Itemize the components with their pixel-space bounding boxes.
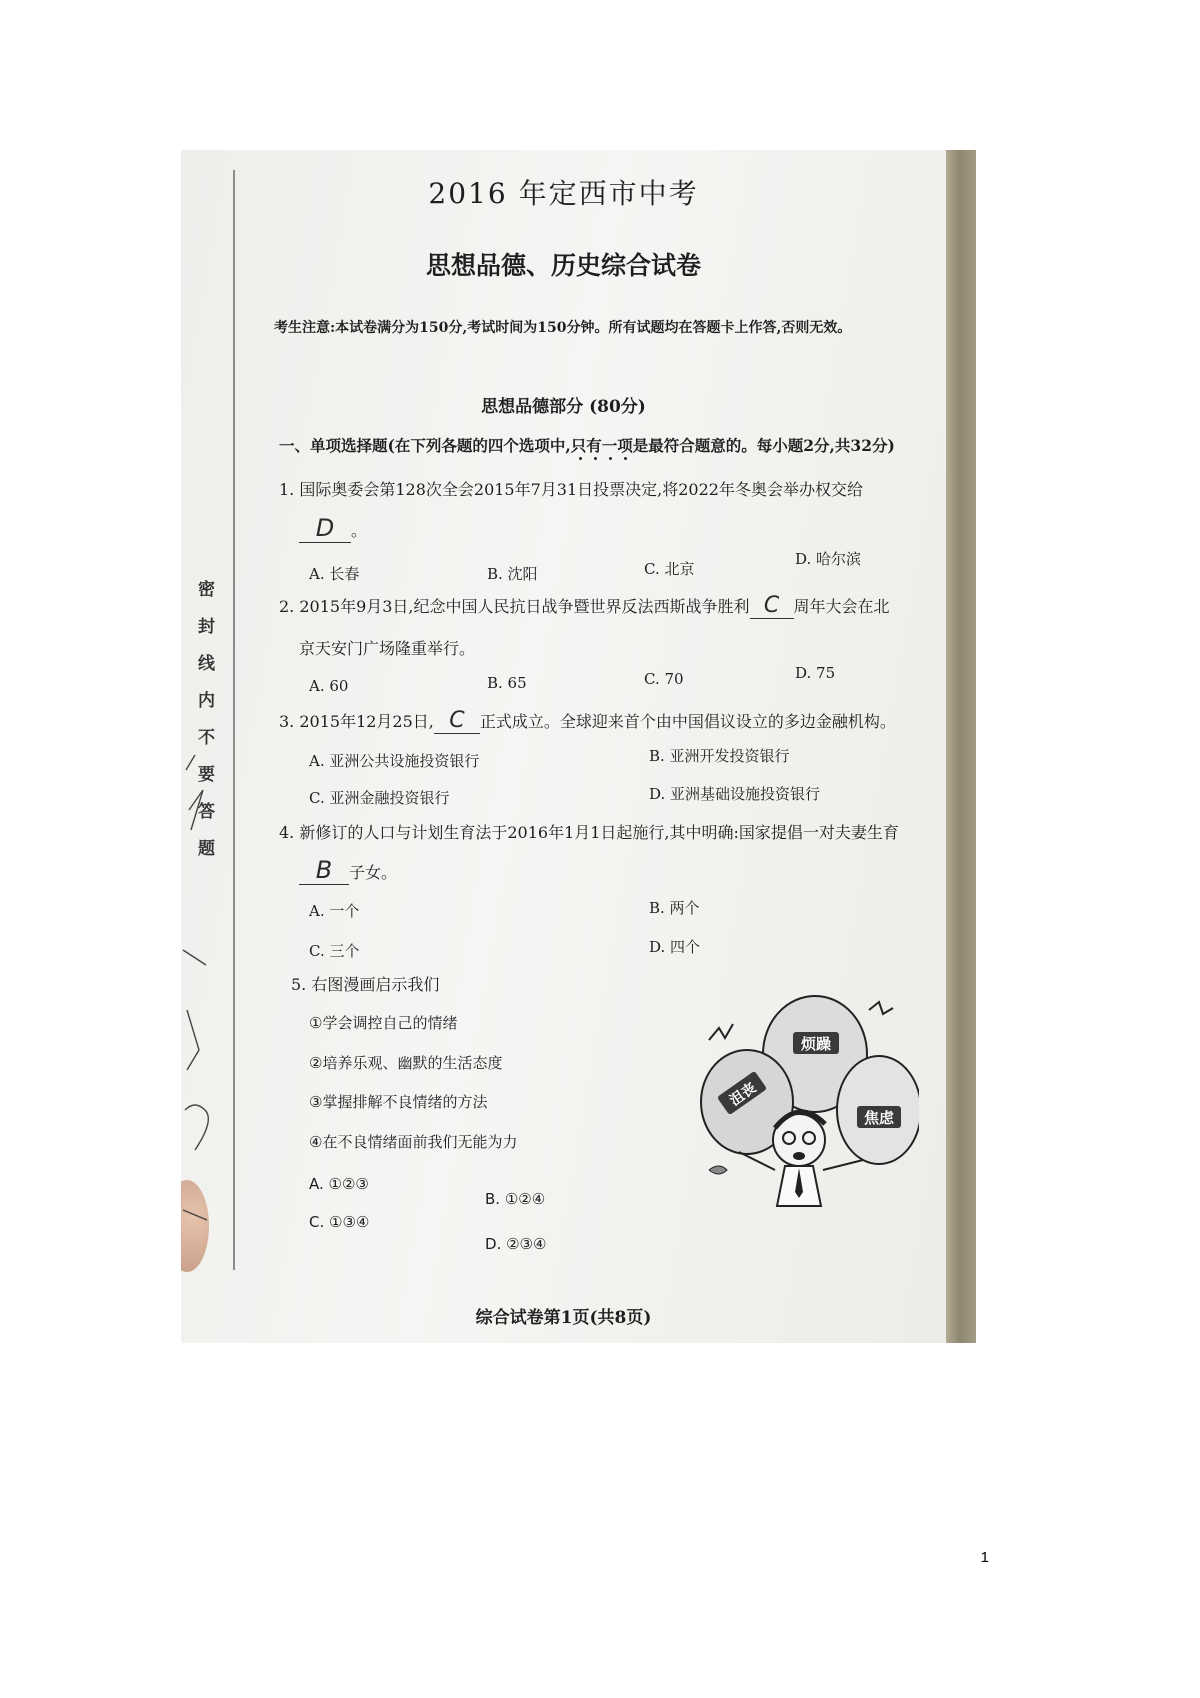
section-instruction: 一、单项选择题(在下列各题的四个选项中,只有一项是最符合题意的。每小题2分,共32分) xyxy=(279,436,895,455)
option-4c: C. 三个 xyxy=(309,942,360,960)
option-4a: A. 一个 xyxy=(309,902,360,920)
option-4d: D. 四个 xyxy=(649,938,701,956)
statement-3: ③掌握排解不良情绪的方法 xyxy=(309,1093,488,1111)
statement-1: ①学会调控自己的情绪 xyxy=(309,1014,458,1032)
question-1-blank: D 。 xyxy=(299,514,367,543)
option-2d: D. 75 xyxy=(795,664,836,682)
option-3d: D. 亚洲基础设施投资银行 xyxy=(649,785,821,803)
page-footer: 综合试卷第1页(共8页) xyxy=(475,1308,652,1328)
handwritten-answer: B xyxy=(299,856,349,885)
option-3c: C. 亚洲金融投资银行 xyxy=(309,789,450,807)
question-3-stem: 3. 2015年12月25日, C 正式成立。全球迎来首个由中国倡议设立的多边金融机构。 xyxy=(279,708,896,733)
handwritten-answer: C xyxy=(750,593,794,619)
question-4-stem: 4. 新修订的人口与计划生育法于2016年1月1日起施行,其中明确:国家提倡一对夫妻生育 xyxy=(279,823,899,842)
exam-title: 2016 年定西市中考 xyxy=(428,177,699,210)
section-title: 思想品德部分 (80分) xyxy=(481,397,646,417)
question-5-stem: 5. 右图漫画启示我们 xyxy=(291,975,440,994)
statement-2: ②培养乐观、幽默的生活态度 xyxy=(309,1054,503,1072)
table-edge xyxy=(946,150,976,1343)
emphasis-dotted: 只有一项 xyxy=(570,436,633,455)
option-5a: A. ①②③ xyxy=(309,1175,369,1193)
question-4-blank: B 子女。 xyxy=(299,856,397,885)
cartoon-label-anxious: 焦虑 xyxy=(863,1109,895,1127)
question-1-stem: 1. 国际奥委会第128次全会2015年7月31日投票决定,将2022年冬奥会举办权交给 xyxy=(279,480,863,499)
handwritten-answer: D xyxy=(299,514,351,543)
option-1b: B. 沈阳 xyxy=(487,565,538,583)
option-4b: B. 两个 xyxy=(649,899,700,917)
question-2-stem-line2: 京天安门广场隆重举行。 xyxy=(299,639,476,658)
exam-notice: 考生注意:本试卷满分为150分,考试时间为150分钟。所有试题均在答题卡上作答,否则无效。 xyxy=(274,320,852,336)
exam-content xyxy=(181,150,946,1343)
seal-line-notice: 密封线内不要答题 xyxy=(194,580,214,876)
option-1a: A. 长春 xyxy=(309,565,360,583)
statement-4: ④在不良情绪面前我们无能为力 xyxy=(309,1133,518,1151)
option-1d: D. 哈尔滨 xyxy=(795,550,862,568)
handwritten-answer: C xyxy=(434,708,480,734)
option-5d: D. ②③④ xyxy=(485,1235,547,1253)
emotion-cartoon xyxy=(689,990,919,1220)
option-3b: B. 亚洲开发投资银行 xyxy=(649,747,790,765)
option-2a: A. 60 xyxy=(309,677,349,695)
cartoon-label-irritable: 烦躁 xyxy=(800,1035,832,1053)
exam-photo xyxy=(181,150,976,1343)
page-number: 1 xyxy=(980,1549,989,1566)
question-2-stem: 2. 2015年9月3日,纪念中国人民抗日战争暨世界反法西斯战争胜利 C 周年大会在北 xyxy=(279,593,890,618)
cartoon-label-depressed: 沮丧 xyxy=(727,1080,760,1110)
option-3a: A. 亚洲公共设施投资银行 xyxy=(309,752,480,770)
option-5c: C. ①③④ xyxy=(309,1213,370,1231)
exam-subtitle: 思想品德、历史综合试卷 xyxy=(425,251,701,280)
option-5b: B. ①②④ xyxy=(485,1190,546,1208)
option-2b: B. 65 xyxy=(487,674,527,692)
option-2c: C. 70 xyxy=(644,670,684,688)
option-1c: C. 北京 xyxy=(644,560,695,578)
